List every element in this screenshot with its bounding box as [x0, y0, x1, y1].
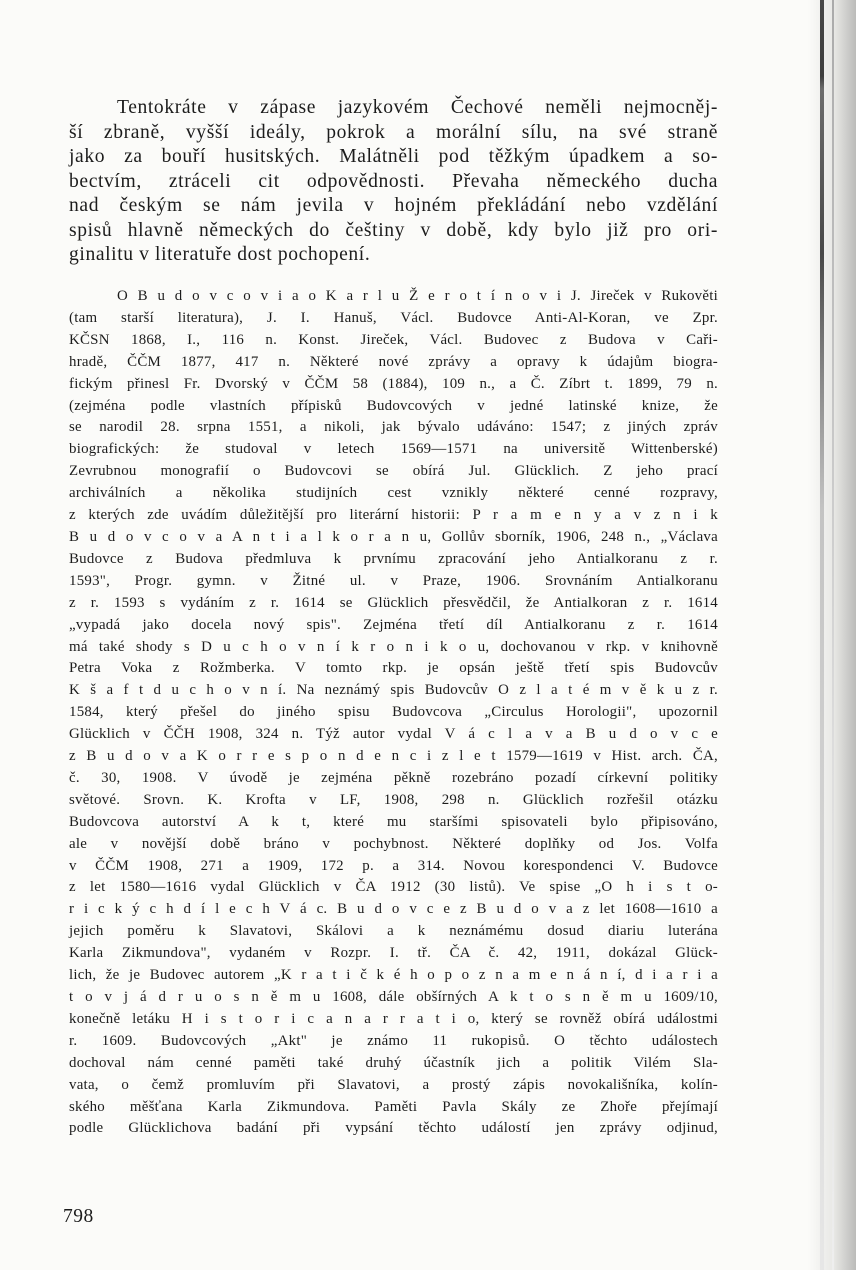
text-line: ší zbraně, vyšší ideály, pokrok a morální sílu, na své straně [69, 121, 718, 143]
note-line: 1593", Progr. gymn. v Žitné ul. v Praze, 1906. Srovnáním Antialkoranu [69, 572, 718, 589]
note-line: Glücklich v ČČH 1908, 324 n. Týž autor vydal V á c l a v a B u d o v c e [69, 726, 718, 743]
note-line: (tam starší literatura), J. I. Hanuš, Václ. Budovce Anti-Al-Koran, ve Zpr. [69, 309, 718, 326]
note-line: lich, že je Budovec autorem „K r a t i č k é h o p o z n a m e n á n í, d i a r i a [69, 967, 718, 984]
note-line: jejich poměru k Slavatovi, Skálovi a k neznámému dosud diariu luterána [69, 923, 718, 940]
note-line: podle Glücklichova badání při vypsání těchto událostí jen zprávy odjinud, [69, 1120, 718, 1137]
note-line: v ČČM 1908, 271 a 1909, 172 p. a 314. Novou korespondenci V. Budovce [69, 857, 718, 874]
note-line: 1584, který přešel do jiného spisu Budovcova „Circulus Horologii", upozornil [69, 704, 718, 721]
note-line: B u d o v c o v a A n t i a l k o r a n u, Gollův sborník, 1906, 248 n., „Václava [69, 528, 718, 545]
note-line: Karla Zikmundova", vydaném v Rozpr. I. tř. ČA č. 42, 1911, dokázal Glück- [69, 945, 718, 962]
note-line: z kterých zde uvádím důležitější pro literární historii: P r a m e n y a v z n i k [69, 507, 718, 524]
note-line: dochoval nám cenné paměti také druhý účastník jich a politik Vilém Sla- [69, 1054, 718, 1071]
note-line: fickým přinesl Fr. Dvorský v ČČM 58 (1884), 109 n., a Č. Zíbrt t. 1899, 79 n. [69, 375, 718, 392]
note-line: Budovce z Budova předmluva k prvnímu zpracování jeho Antialkoranu z r. [69, 550, 718, 567]
note-line: konečně letáku H i s t o r i c a n a r r a t i o, který se rovněž obírá událostmi [69, 1010, 718, 1027]
note-line: z B u d o v a K o r r e s p o n d e n c i z l e t 1579—1619 v Hist. arch. ČA, [69, 748, 718, 765]
text-line: ginalitu v literatuře dost pochopení. [69, 244, 371, 265]
page-number: 798 [63, 1206, 94, 1227]
note-line: r. 1609. Budovcových „Akt" je známo 11 rukopisů. O těchto událostech [69, 1032, 718, 1049]
note-line: (zejména podle vlastních přípisků Budovcových v jedné latinské knize, že [69, 397, 718, 414]
note-line: K š a f t d u c h o v n í. Na neznámý spis Budovcův O z l a t é m v ě k u z r. [69, 682, 718, 699]
text-line: Tentokráte v zápase jazykovém Čechové neměli nejmocněj- [117, 97, 718, 118]
note-line: Budovcova autorství A k t, které mu staršími spisovateli bylo připisováno, [69, 813, 718, 830]
note-line: č. 30, 1908. V úvodě je zejména pěkně rozebráno pozadí církevní politiky [69, 769, 718, 786]
note-line: archiválních a několika studijních cest vznikly některé cenné rozpravy, [69, 485, 718, 502]
note-line: „vypadá jako docela nový spis". Zejména třetí díl Antialkoranu z r. 1614 [69, 616, 718, 633]
note-line: KČSN 1868, I., 116 n. Konst. Jireček, Václ. Budovec z Budova v Caři- [69, 331, 718, 348]
note-line: ale v novější době bráno v pochybnost. Některé doplňky od Jos. Volfa [69, 835, 718, 852]
note-line: světové. Srovn. K. Krofta v LF, 1908, 298 n. Glücklich rozřešil otázku [69, 791, 718, 808]
note-line: ského měšťana Karla Zikmundova. Paměti Pavla Skály ze Zhoře přejímají [69, 1098, 718, 1115]
book-gutter-edge [832, 0, 834, 1270]
bibliographic-note [69, 286, 718, 1140]
text-line: bectvím, ztráceli cit odpovědnosti. Převaha německého ducha [69, 170, 718, 192]
text-line: jako za bouří husitských. Malátněli pod těžkým úpadkem a so- [69, 146, 718, 167]
note-line: se narodil 28. srpna 1551, a nikoli, jak bývalo udáváno: 1547; z jiných zpráv [69, 419, 718, 436]
note-line: má také shody s D u c h o v n í k r o n i k o u, dochovanou v rkp. v knihovně [69, 638, 718, 655]
note-line: z let 1580—1616 vydal Glücklich v ČA 1912 (30 listů). Ve spise „O h i s t o- [69, 879, 718, 896]
book-gutter-line [820, 0, 824, 1270]
main-paragraph [69, 96, 718, 268]
note-line: t o v j á d r u o s n ě m u 1608, dále obšírných A k t o s n ě m u 1609/10, [69, 989, 718, 1005]
note-line: z r. 1593 s vydáním z r. 1614 se Glücklich přesvědčil, že Antialkoran z r. 1614 [69, 594, 718, 611]
text-line: nad českým se nám jevila v hojném překládání nebo vzdělání [69, 195, 718, 216]
note-line: hradě, ČČM 1877, 417 n. Některé nové zprávy a opravy k údajům biogra- [69, 353, 718, 370]
text-line: spisů hlavně německých do češtiny v době, kdy bylo již pro ori- [69, 219, 718, 241]
note-line: Petra Voka z Rožmberka. V tomto rkp. je opsán ještě třetí spis Budovcův [69, 660, 718, 677]
note-line: biografických: že studoval v letech 1569—1571 na universitě Wittenberské) [69, 441, 718, 458]
note-line: r i c k ý c h d í l e c h V á c. B u d o v c e z B u d o v a z let 1608—1610 a [69, 901, 718, 918]
note-line: Zevrubnou monografií o Budovcovi se obírá Jul. Glücklich. Z jeho prací [69, 463, 718, 480]
note-line: O B u d o v c o v i a o K a r l u Ž e r o t í n o v i J. Jireček v Rukověti [117, 288, 718, 304]
note-line: vata, o čemž promluvím při Slavatovi, a prostý zápis novokališníka, kolín- [69, 1076, 718, 1093]
